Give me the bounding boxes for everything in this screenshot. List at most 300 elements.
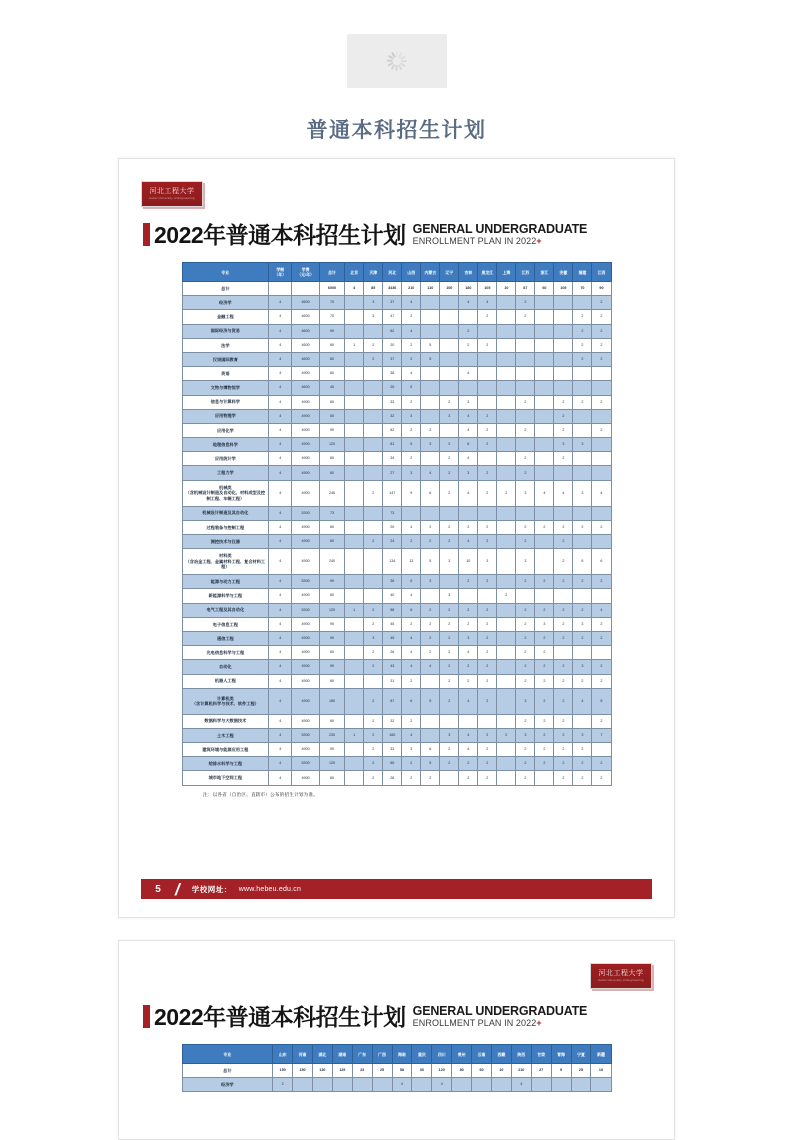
cell-value: 60 xyxy=(319,714,344,728)
cell-value: 58 xyxy=(392,1064,412,1078)
cell-value xyxy=(364,549,383,575)
table-row xyxy=(182,535,611,549)
table-row xyxy=(182,282,611,296)
cell-value: 2 xyxy=(592,395,611,409)
cell-value xyxy=(573,367,592,381)
cell-value: 2 xyxy=(535,631,554,645)
cell-value: 37 xyxy=(383,352,402,366)
cell-value: 2 xyxy=(516,520,535,534)
cell-value: 6 xyxy=(421,743,440,757)
cell-value: 5 xyxy=(421,352,440,366)
column-header: 广东 xyxy=(352,1045,372,1064)
cell-value: 105 xyxy=(554,282,573,296)
cell-value: 2 xyxy=(440,452,459,466)
cell-value: 1 xyxy=(345,338,364,352)
cell-value xyxy=(554,589,573,603)
cell-value: 2 xyxy=(440,674,459,688)
cell-value: 2 xyxy=(478,771,497,785)
cell-value xyxy=(554,506,573,520)
cell-value: 2 xyxy=(364,757,383,771)
cell-value xyxy=(421,674,440,688)
title-plus-mark: + xyxy=(536,236,542,246)
column-header: 海南 xyxy=(392,1045,412,1064)
cell-value xyxy=(459,714,478,728)
cell-value: 2 xyxy=(459,771,478,785)
cell-value xyxy=(364,381,383,395)
cell-major-name: 电气工程及其自动化 xyxy=(182,603,269,617)
cell-value: 120 xyxy=(319,757,344,771)
cell-value xyxy=(440,352,459,366)
column-header: 北京 xyxy=(345,263,364,282)
cell-value xyxy=(535,381,554,395)
cell-value: 2 xyxy=(592,757,611,771)
cell-value: 210 xyxy=(511,1064,531,1078)
column-header: 重庆 xyxy=(412,1045,432,1064)
cell-value: 4 xyxy=(459,728,478,742)
cell-value: 100 xyxy=(440,282,459,296)
cell-value: 2 xyxy=(554,423,573,437)
cell-value xyxy=(516,438,535,452)
table-row xyxy=(182,575,611,589)
cell-value: 4 xyxy=(269,324,292,338)
cell-major-name: 应用化学 xyxy=(182,423,269,437)
cell-value: 70 xyxy=(319,310,344,324)
cell-value: 4 xyxy=(269,409,292,423)
cell-value xyxy=(364,466,383,480)
cell-value: 62 xyxy=(383,423,402,437)
cell-value: 129 xyxy=(332,1064,352,1078)
cell-major-name: 英语 xyxy=(182,367,269,381)
cell-value xyxy=(459,381,478,395)
cell-value xyxy=(497,520,516,534)
enrollment-plan-table-part1 xyxy=(182,262,612,786)
cell-value: 120 xyxy=(319,438,344,452)
cell-value: 2 xyxy=(516,757,535,771)
cell-value xyxy=(364,324,383,338)
cell-value xyxy=(573,646,592,660)
cell-value: 4600 xyxy=(292,324,319,338)
cell-value: 2 xyxy=(478,646,497,660)
column-header: 天津 xyxy=(364,263,383,282)
cell-value: 2 xyxy=(592,352,611,366)
table-row xyxy=(182,338,611,352)
cell-value xyxy=(440,338,459,352)
column-header: 宁夏 xyxy=(571,1045,591,1064)
cell-value xyxy=(554,324,573,338)
cell-value: 2 xyxy=(573,757,592,771)
cell-value xyxy=(364,409,383,423)
cell-value: 4900 xyxy=(292,395,319,409)
footer-site-url[interactable]: www.hebeu.edu.cn xyxy=(238,885,302,893)
image-placeholder xyxy=(347,34,447,88)
cell-value: 4900 xyxy=(292,771,319,785)
table-row xyxy=(182,310,611,324)
cell-value: 4900 xyxy=(292,617,319,631)
brochure-title xyxy=(141,223,652,248)
column-header: 河北 xyxy=(383,263,402,282)
cell-value: 4 xyxy=(269,617,292,631)
cell-value: 2 xyxy=(478,535,497,549)
cell-value xyxy=(535,367,554,381)
cell-major-name: 建筑环境与能源应用工程 xyxy=(182,743,269,757)
cell-value: 40 xyxy=(319,381,344,395)
logo-row xyxy=(141,159,652,207)
cell-value: 2 xyxy=(478,466,497,480)
cell-value xyxy=(554,338,573,352)
brochure-title-en-line1: GENERAL UNDERGRADUATE xyxy=(412,1004,588,1018)
cell-value xyxy=(452,1078,472,1092)
cell-value xyxy=(478,381,497,395)
cell-value: 80 xyxy=(452,1064,472,1078)
cell-value: 2 xyxy=(592,674,611,688)
cell-value: 6 xyxy=(459,438,478,452)
cell-value: 5 xyxy=(402,438,421,452)
cell-value: 4 xyxy=(402,660,421,674)
cell-major-name: 金融工程 xyxy=(182,310,269,324)
cell-value: 2 xyxy=(516,617,535,631)
column-header: 专业 xyxy=(182,263,269,282)
table-row xyxy=(182,743,611,757)
brochure-title-en-line1: GENERAL UNDERGRADUATE xyxy=(412,222,588,236)
cell-value xyxy=(535,395,554,409)
cell-value: 6 xyxy=(402,688,421,714)
cell-value xyxy=(345,575,364,589)
cell-value xyxy=(364,452,383,466)
cell-value: 2 xyxy=(364,743,383,757)
cell-value: 3 xyxy=(516,688,535,714)
cell-value: 3 xyxy=(440,549,459,575)
cell-major-name: 电子信息工程 xyxy=(182,617,269,631)
brochure-page-5 xyxy=(118,158,675,918)
cell-value: 10 xyxy=(459,549,478,575)
cell-value: 4 xyxy=(269,660,292,674)
cell-value: 180 xyxy=(319,688,344,714)
cell-value xyxy=(573,535,592,549)
column-header: 新疆 xyxy=(591,1045,611,1064)
cell-value: 2 xyxy=(554,549,573,575)
cell-value: 5300 xyxy=(292,757,319,771)
cell-value: 87 xyxy=(516,282,535,296)
cell-value: 4 xyxy=(269,381,292,395)
cell-value: 2 xyxy=(573,395,592,409)
cell-value: 2 xyxy=(440,757,459,771)
table-row xyxy=(182,352,611,366)
cell-value xyxy=(459,352,478,366)
cell-value xyxy=(535,409,554,423)
brochure-title-en xyxy=(413,223,588,247)
cell-value xyxy=(472,1078,492,1092)
cell-major-name: 总计 xyxy=(182,1064,273,1078)
cell-value: 90 xyxy=(319,631,344,645)
cell-value: 2 xyxy=(535,674,554,688)
cell-value xyxy=(516,506,535,520)
cell-value xyxy=(421,324,440,338)
cell-value xyxy=(497,395,516,409)
cell-value: 4 xyxy=(432,1078,452,1092)
cell-value xyxy=(573,589,592,603)
cell-value: 32 xyxy=(383,409,402,423)
cell-value: 60 xyxy=(319,520,344,534)
cell-value: 2 xyxy=(535,714,554,728)
cell-major-name: 光电信息科学与工程 xyxy=(182,646,269,660)
cell-value xyxy=(345,367,364,381)
cell-major-name: 总计 xyxy=(182,282,269,296)
cell-value xyxy=(497,310,516,324)
cell-value: 4 xyxy=(573,688,592,714)
cell-value: 4 xyxy=(554,480,573,506)
cell-value xyxy=(440,324,459,338)
column-header: 上海 xyxy=(497,263,516,282)
cell-value: 5300 xyxy=(292,575,319,589)
cell-value: 47 xyxy=(383,310,402,324)
cell-value: 6 xyxy=(573,549,592,575)
cell-value: 4900 xyxy=(292,535,319,549)
cell-value xyxy=(535,466,554,480)
cell-value: 25 xyxy=(383,381,402,395)
cell-value: 3 xyxy=(402,466,421,480)
cell-value: 60 xyxy=(319,589,344,603)
brochure-title-en-line2 xyxy=(413,236,588,247)
cell-value: 90 xyxy=(319,617,344,631)
cell-value: 2 xyxy=(497,589,516,603)
column-header: 总计 xyxy=(319,263,344,282)
cell-value xyxy=(345,409,364,423)
cell-value: 4 xyxy=(459,423,478,437)
cell-value: 3 xyxy=(421,438,440,452)
cell-value: 4900 xyxy=(292,480,319,506)
cell-value: 4 xyxy=(402,589,421,603)
cell-value: 4900 xyxy=(292,660,319,674)
cell-value: 33 xyxy=(383,395,402,409)
cell-value: 2 xyxy=(554,631,573,645)
cell-value: 2 xyxy=(554,535,573,549)
cell-value xyxy=(421,714,440,728)
cell-value: 4 xyxy=(459,367,478,381)
table-row xyxy=(182,1078,611,1092)
cell-major-name: 机器人工程 xyxy=(182,674,269,688)
cell-value: 2 xyxy=(364,728,383,742)
cell-value xyxy=(516,338,535,352)
cell-value: 2 xyxy=(440,743,459,757)
cell-value: 2 xyxy=(421,535,440,549)
page-footer xyxy=(141,879,652,899)
cell-value xyxy=(440,575,459,589)
cell-value: 2 xyxy=(554,771,573,785)
table-row xyxy=(182,646,611,660)
cell-value: 28 xyxy=(383,771,402,785)
cell-value: 3 xyxy=(573,728,592,742)
cell-value xyxy=(421,367,440,381)
cell-value: 4 xyxy=(459,480,478,506)
cell-value: 20 xyxy=(383,520,402,534)
cell-value xyxy=(478,395,497,409)
cell-value: 60 xyxy=(319,367,344,381)
cell-major-name: 测控技术与仪器 xyxy=(182,535,269,549)
cell-value: 5 xyxy=(421,549,440,575)
cell-major-name: 应用统计学 xyxy=(182,452,269,466)
cell-value: 10 xyxy=(491,1064,511,1078)
cell-major-name: 计算机类 （含计算机科学与技术、软件工程） xyxy=(182,688,269,714)
table-row xyxy=(182,480,611,506)
cell-value: 25 xyxy=(571,1064,591,1078)
cell-value xyxy=(497,296,516,310)
cell-value xyxy=(345,352,364,366)
cell-value: 2 xyxy=(516,603,535,617)
cell-value: 4 xyxy=(592,480,611,506)
cell-value: 2 xyxy=(364,603,383,617)
brochure-page-6 xyxy=(118,940,675,1140)
cell-value: 2 xyxy=(478,757,497,771)
cell-value: 2 xyxy=(592,520,611,534)
cell-value: 2 xyxy=(478,617,497,631)
cell-value: 4600 xyxy=(292,296,319,310)
cell-value xyxy=(554,296,573,310)
cell-value: 9 xyxy=(402,480,421,506)
cell-value xyxy=(345,757,364,771)
cell-value xyxy=(497,352,516,366)
cell-value xyxy=(592,535,611,549)
cell-value xyxy=(497,660,516,674)
cell-value: 90 xyxy=(319,660,344,674)
cell-value xyxy=(421,452,440,466)
cell-value xyxy=(592,743,611,757)
cell-value: 2 xyxy=(478,409,497,423)
cell-value: 70 xyxy=(319,296,344,310)
cell-value xyxy=(497,466,516,480)
cell-value: 2 xyxy=(535,728,554,742)
cell-value xyxy=(345,714,364,728)
cell-value: 2 xyxy=(478,603,497,617)
cell-value xyxy=(497,409,516,423)
table-row xyxy=(182,714,611,728)
cell-value xyxy=(497,367,516,381)
cell-value xyxy=(535,452,554,466)
cell-value: 73 xyxy=(383,506,402,520)
cell-value: 147 xyxy=(383,480,402,506)
cell-value xyxy=(592,367,611,381)
table-row xyxy=(182,367,611,381)
cell-value: 4900 xyxy=(292,646,319,660)
cell-value: 2 xyxy=(402,617,421,631)
cell-value: 120 xyxy=(319,603,344,617)
cell-value: 4 xyxy=(459,409,478,423)
cell-value: 4 xyxy=(269,646,292,660)
cell-value xyxy=(497,603,516,617)
cell-value: 4 xyxy=(592,603,611,617)
table-row xyxy=(182,757,611,771)
cell-value xyxy=(497,714,516,728)
cell-value: 2 xyxy=(421,617,440,631)
cell-value: 25 xyxy=(372,1064,392,1078)
cell-value: 2 xyxy=(440,688,459,714)
cell-value: 4 xyxy=(269,466,292,480)
cell-value xyxy=(535,296,554,310)
cell-value xyxy=(345,688,364,714)
cell-value xyxy=(421,409,440,423)
cell-value: 4600 xyxy=(292,310,319,324)
cell-major-name: 机械类 （含机械设计制造及自动化、材料成型及控制工程、车辆工程） xyxy=(182,480,269,506)
cell-value: 2 xyxy=(535,646,554,660)
cell-value xyxy=(478,367,497,381)
cell-value: 4 xyxy=(269,674,292,688)
cell-value: 90 xyxy=(592,282,611,296)
cell-value xyxy=(535,310,554,324)
cell-value: 2 xyxy=(573,310,592,324)
cell-value: 31 xyxy=(383,674,402,688)
cell-value: 4 xyxy=(269,520,292,534)
table-row xyxy=(182,395,611,409)
cell-value: 2 xyxy=(573,771,592,785)
cell-value xyxy=(421,589,440,603)
cell-value: 105 xyxy=(478,282,497,296)
cell-value: 160 xyxy=(383,728,402,742)
cell-value: 2 xyxy=(592,714,611,728)
cell-value: 81 xyxy=(383,438,402,452)
cell-value xyxy=(345,381,364,395)
cell-value: 2 xyxy=(440,660,459,674)
cell-value xyxy=(412,1078,432,1092)
cell-value: 2 xyxy=(516,296,535,310)
cell-value: 2 xyxy=(440,466,459,480)
cell-value xyxy=(440,506,459,520)
table-note: 注：以各省（自治区、直辖市）公布的招生计划为准。 xyxy=(203,791,319,797)
cell-value: 4 xyxy=(535,480,554,506)
cell-value xyxy=(497,757,516,771)
cell-value xyxy=(497,324,516,338)
cell-value: 2 xyxy=(497,480,516,506)
column-header: 黑龙江 xyxy=(478,263,497,282)
cell-value xyxy=(573,506,592,520)
cell-value: 4 xyxy=(402,646,421,660)
cell-value xyxy=(535,352,554,366)
cell-value: 2 xyxy=(554,757,573,771)
cell-value xyxy=(440,714,459,728)
cell-value xyxy=(497,423,516,437)
table-body xyxy=(182,282,611,786)
cell-value xyxy=(497,631,516,645)
cell-value: 4600 xyxy=(292,381,319,395)
cell-value xyxy=(459,589,478,603)
cell-value: 2 xyxy=(421,646,440,660)
cell-value xyxy=(497,438,516,452)
cell-value: 24 xyxy=(383,535,402,549)
table-header-row xyxy=(182,263,611,282)
cell-value: 26 xyxy=(383,646,402,660)
table-header-row xyxy=(182,263,611,282)
cell-value: 5 xyxy=(592,688,611,714)
cell-value: 2 xyxy=(364,352,383,366)
cell-value xyxy=(497,743,516,757)
cell-value: 5 xyxy=(402,575,421,589)
table-row xyxy=(182,617,611,631)
column-header: 云南 xyxy=(472,1045,492,1064)
cell-major-name: 材料类 （含冶金工程、金属材料工程、复合材料工程） xyxy=(182,549,269,575)
cell-value xyxy=(312,1078,332,1092)
table-row xyxy=(182,466,611,480)
cell-value: 2 xyxy=(478,423,497,437)
cell-value: 210 xyxy=(402,282,421,296)
cell-value: 2 xyxy=(516,660,535,674)
cell-major-name: 汉语国际教育 xyxy=(182,352,269,366)
cell-value: 4 xyxy=(269,310,292,324)
cell-value: 60 xyxy=(319,535,344,549)
cell-value xyxy=(478,714,497,728)
cell-value xyxy=(535,423,554,437)
cell-value: 2 xyxy=(364,646,383,660)
cell-value: 2 xyxy=(273,1078,293,1092)
cell-value: 150 xyxy=(293,1064,313,1078)
cell-value: 60 xyxy=(319,338,344,352)
